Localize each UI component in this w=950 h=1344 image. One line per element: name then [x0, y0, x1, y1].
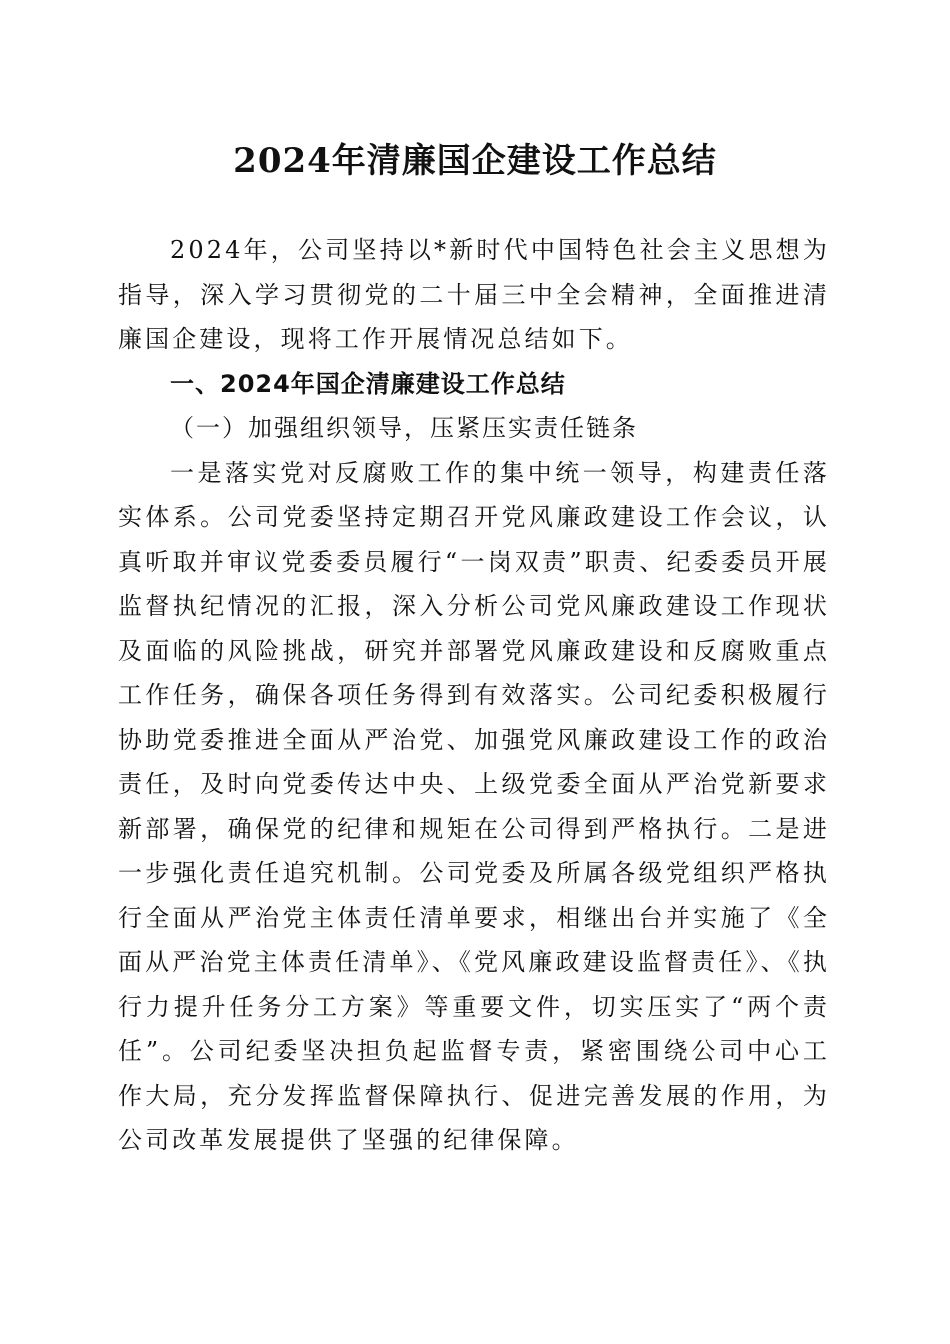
document-title: 2024年清廉国企建设工作总结 [233, 141, 717, 181]
intro-paragraph: 2024年，公司坚持以*新时代中国特色社会主义思想为指导，深入学习贯彻党的二十届三中全会精神，全面推进清廉国企建设，现将工作开展情况总结如下。 [118, 236, 830, 353]
document-body [118, 228, 830, 1163]
section-heading: 一、2024年国企清廉建设工作总结 [170, 369, 566, 398]
subsection-heading: （一）加强组织领导，压紧压实责任链条 [170, 414, 638, 442]
body-paragraph: 一是落实党对反腐败工作的集中统一领导，构建责任落实体系。公司党委坚持定期召开党风廉政建设工作会议，认真听取并审议党委委员履行“一岗双责”职责、纪委委员开展监督执纪情况的汇报，深入分析公司党风廉政建设工作现状及面临的风险挑战，研究并部署党风廉政建设和反腐败重点工作任务，确保各项任务得到有效落实。公司纪委积极履行协助党委推进全面从严治党、加强党风廉政建设工作的政治责任，及时向党委传达中央、上级党委全面从严治党新要求新部署，确保党的纪律和规矩在公司得到严格执行。二是进一步强化责任追究机制。公司党委及所属各级党组织严格执行全面从严治党主体责任清单要求，相继出台并实施了《全面从严治党主体责任清单》、《党风廉政建设监督责任》、《执行力提升任务分工方案》等重要文件，切实压实了“两个责任”。公司纪委坚决担负起监督专责，紧密围绕公司中心工作大局，充分发挥监督保障执行、促进完善发展的作用，为公司改革发展提供了坚强的纪律保障。 [118, 458, 830, 1154]
